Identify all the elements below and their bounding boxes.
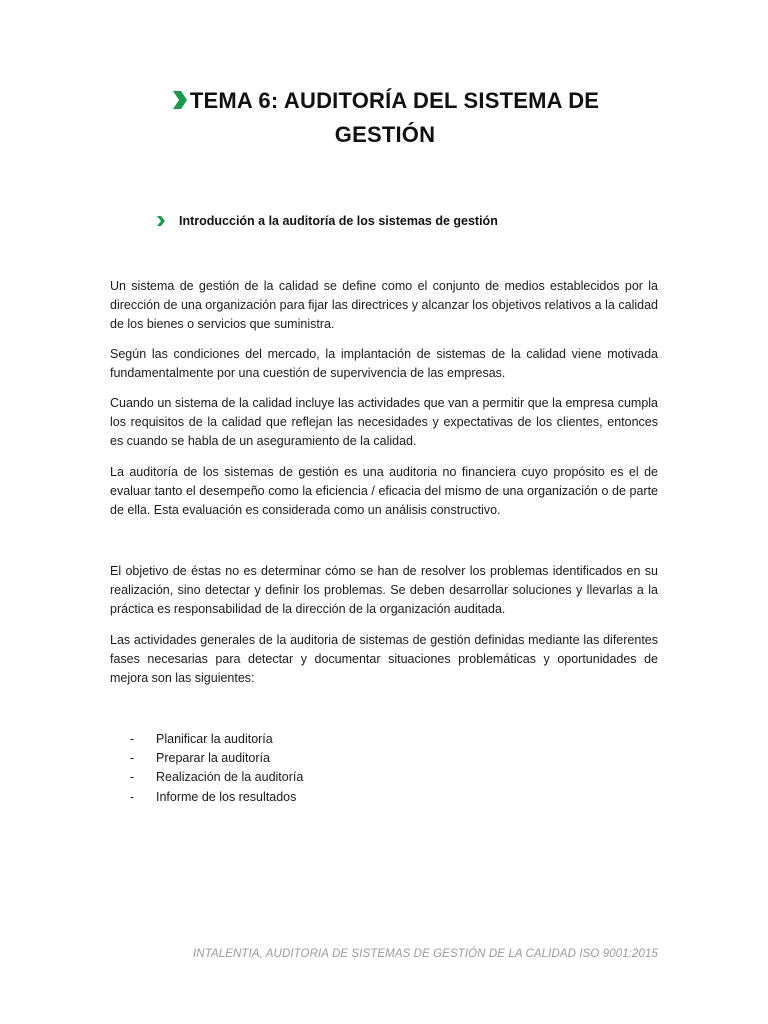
page-footer: INTALENTIA, AUDITORIA DE SISTEMAS DE GESTIÓN DE LA CALIDAD ISO 9001:2015 <box>193 948 658 960</box>
list-item-text: Preparar la auditoría <box>156 751 270 766</box>
list-bullet: - <box>130 770 135 785</box>
paragraph-market: Según las condiciones del mercado, la implantación de sistemas de la calidad viene motivada fundamentalmente por una cuestión de supervivencia de las empresas. <box>110 347 658 381</box>
chevron-right-icon <box>171 90 188 110</box>
list-item-text: Planificar la auditoría <box>156 732 273 746</box>
paragraph-audit-purpose: La auditoría de los sistemas de gestión es una auditoria no financiera cuyo propósito es el de evaluar tanto el desempeño como la eficiencia / eficacia del mismo de una organización o de parte de ella. Esta evaluación es considerada como un análisis constructivo. <box>110 465 658 518</box>
list-item <box>130 749 303 768</box>
page-title <box>150 84 620 152</box>
list-item-text: Informe de los resultados <box>156 789 297 804</box>
list-item-text: Realización de la auditoría <box>156 770 304 785</box>
list-bullet: - <box>130 732 135 746</box>
paragraph-definition: Un sistema de gestión de la calidad se define como el conjunto de medios establecidos por la dirección de una organización para fijar las directrices y alcanzar los objetivos relativos a la calidad de los bienes o servicios que suministra. <box>110 279 658 332</box>
paragraph-assurance: Cuando un sistema de la calidad incluye las actividades que van a permitir que la empresa cumpla los requisitos de la calidad que reflejan las necesidades y expectativas de los clientes, entonces es cuando se habla de un aseguramiento de la calidad. <box>110 396 658 449</box>
page-title-text: TEMA 6: AUDITORÍA DEL SISTEMA DE GESTIÓN <box>189 88 600 147</box>
chevron-right-icon <box>156 215 166 227</box>
activities-list <box>130 730 303 807</box>
list-bullet: - <box>130 789 135 804</box>
list-bullet: - <box>130 751 135 766</box>
list-item <box>130 730 303 749</box>
paragraph-objective: El objetivo de éstas no es determinar cómo se han de resolver los problemas identificados en su realización, sino detectar y definir los problemas. Se deben desarrollar soluciones y llevarlas a la práctica es responsabilidad de la dirección de la organización auditada. <box>110 564 658 617</box>
list-item <box>130 788 303 807</box>
section-subtitle <box>156 214 498 228</box>
paragraph-activities: Las actividades generales de la auditoria de sistemas de gestión definidas mediante las diferentes fases necesarias para detectar y documentar situaciones problemáticas y oportunidades de mejora son las siguientes: <box>110 633 658 686</box>
section-subtitle-text: Introducción a la auditoría de los sistemas de gestión <box>179 214 498 228</box>
list-item <box>130 768 303 787</box>
